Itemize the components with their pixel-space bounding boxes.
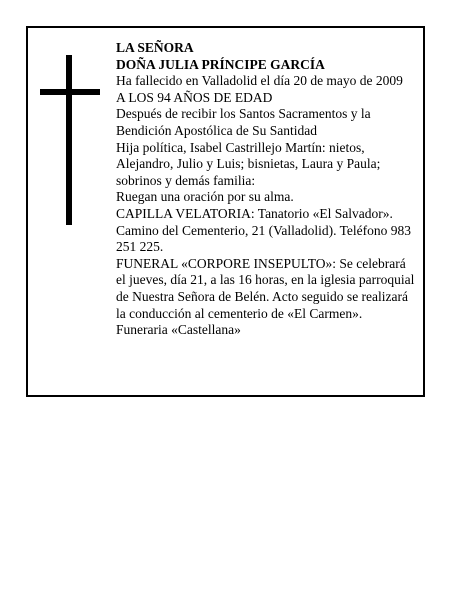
sacraments-line: Después de recibir los Santos Sacramentos y la Bendición Apostólica de Su Santidad [116, 106, 371, 138]
prayer-line: Ruegan una oración por su alma. [116, 189, 294, 205]
funeral-line: FUNERAL «CORPORE INSEPULTO»: Se celebrará el jueves, día 21, a las 16 horas, en la iglesia parroquial de Nuestra Señora de Belén. Acto seguido se realizará la conducción al cementerio de «El Carmen». [116, 255, 415, 321]
cross-horizontal-bar [40, 89, 100, 95]
cross-icon [40, 55, 102, 225]
death-date-line: Ha fallecido en Valladolid el día 20 de mayo de 2009 [116, 73, 403, 89]
deceased-title: LA SEÑORA [116, 40, 194, 55]
obituary-notice [26, 26, 425, 397]
age-line: A LOS 94 AÑOS DE EDAD [116, 89, 273, 105]
deceased-name: DOÑA JULIA PRÍNCIPE GARCÍA [116, 56, 325, 72]
notice-text-block [116, 40, 418, 339]
chapel-line: CAPILLA VELATORIA: Tanatorio «El Salvador». Camino del Cementerio, 21 (Valladolid). Teléfono 983 251 225. [116, 205, 411, 255]
family-line: Hija política, Isabel Castrillejo Martín: nietos, Alejandro, Julio y Luis; bisnietas, Laura y Paula; sobrinos y demás familia: [116, 139, 381, 188]
funeral-home-line: Funeraria «Castellana» [116, 322, 241, 338]
cross-vertical-bar [66, 55, 72, 225]
